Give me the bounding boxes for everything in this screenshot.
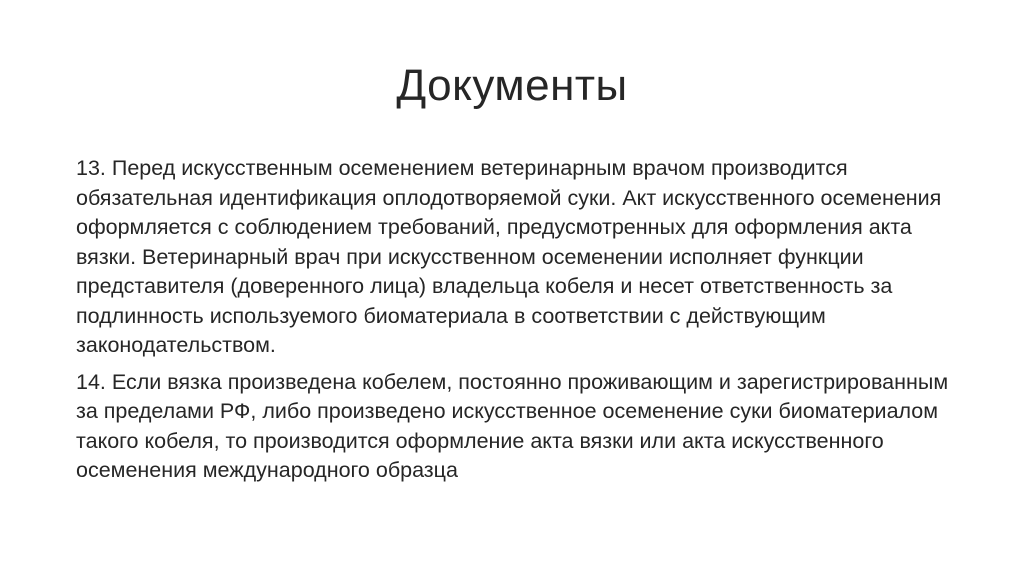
- slide-title: Документы: [396, 61, 628, 110]
- paragraph-13: 13. Перед искусственным осеменением ветеринарным врачом производится обязательная идентификация оплодотворяемой суки. Акт искусственного осеменения оформляется с соблюдением требований, предусмотренных для оформления акта вязки. Ветеринарный врач при искусственном осеменении исполняет функции представителя (доверенного лица) владельца кобеля и несет ответственность за подлинность используемого биоматериала в соответствии с действующим законодательством.: [76, 156, 942, 357]
- slide-body: [76, 154, 956, 486]
- paragraph-14: 14. Если вязка произведена кобелем, постоянно проживающим и зарегистрированным за пределами РФ, либо произведено искусственное осеменение суки биоматериалом такого кобеля, то производится оформление акта вязки или акта искусственного осеменения международного образца: [76, 369, 949, 482]
